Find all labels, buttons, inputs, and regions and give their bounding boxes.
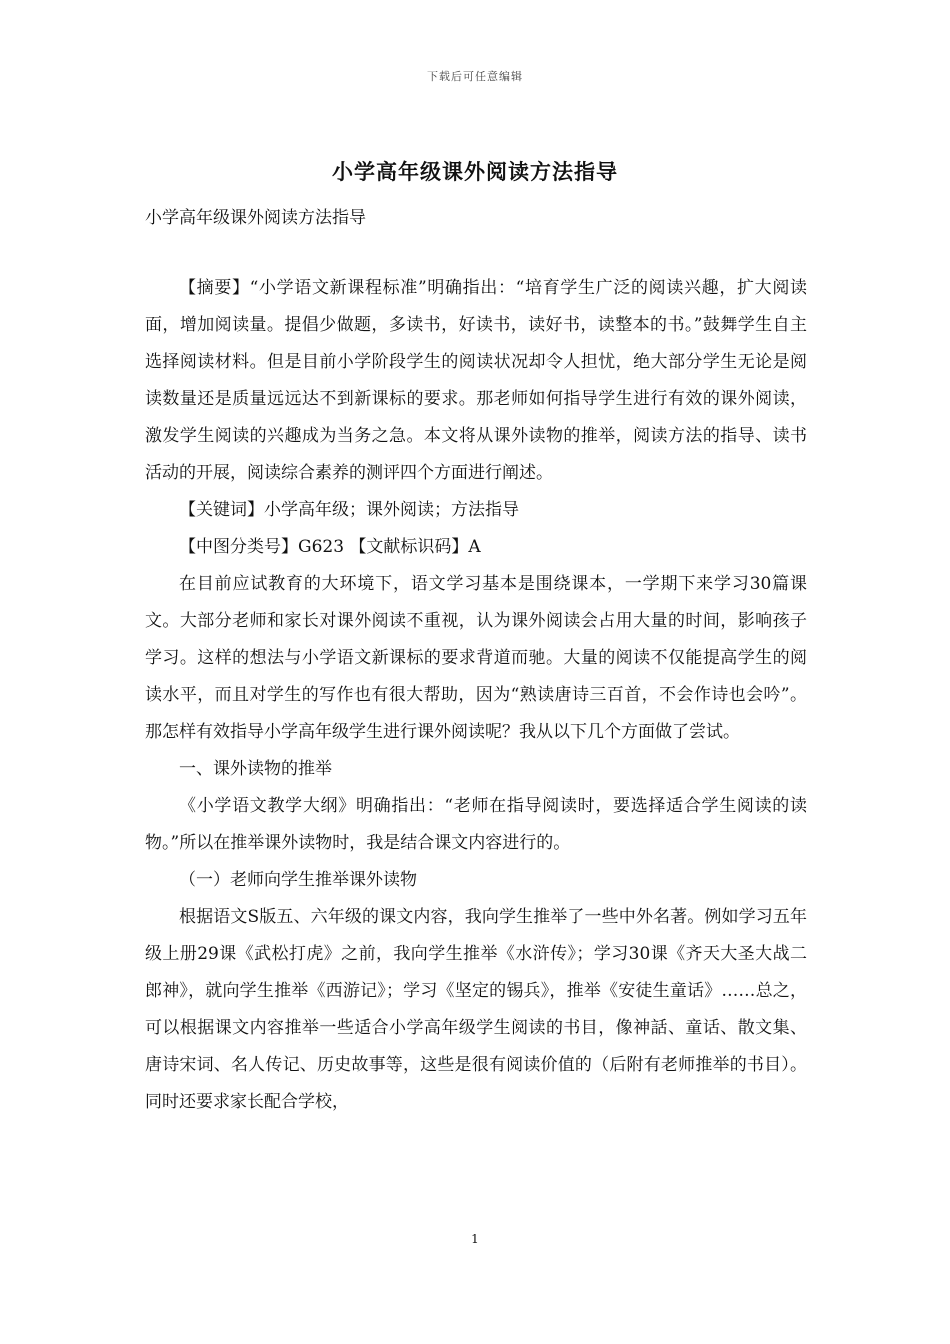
section-heading-1: 一、课外读物的推举	[179, 759, 332, 779]
intro-paragraph: 在目前应试教育的大环境下，语文学习基本是围绕课本，一学期下来学习30篇课文。大部分老师和家长对课外阅读不重视，认为课外阅读会占用大量的时间，影响孩子学习。这样的想法与小学语文新课标的要求背道而驰。大量的阅读不仅能提高学生的阅读水平，而且对学生的写作也有很大帮助，因为“熟读唐诗三百首，不会作诗也会吟”。那怎样有效指导小学高年级学生进行课外阅读呢？我从以下几个方面做了尝试。	[145, 574, 807, 742]
classification-paragraph: 【中图分类号】G623 【文献标识码】A	[179, 537, 481, 557]
abstract-paragraph: 【摘要】“小学语文新课程标准”明确指出：“培育学生广泛的阅读兴趣，扩大阅读面，增加阅读量。提倡少做题，多读书，好读书，读好书，读整本的书。”鼓舞学生自主选择阅读材料。但是目前小学阶段学生的阅读状况却令人担忧，绝大部分学生无论是阅读数量还是质量远远达不到新课标的要求。那老师如何指导学生进行有效的课外阅读，激发学生阅读的兴趣成为当务之急。本文将从课外读物的推举，阅读方法的指导、读书活动的开展，阅读综合素养的测评四个方面进行阐述。	[145, 278, 807, 483]
document-body	[145, 270, 807, 1121]
document-subtitle: 小学高年级课外阅读方法指导	[145, 208, 366, 228]
page-number: 1	[471, 1232, 479, 1246]
body-paragraph: 根据语文S版五、六年级的课文内容，我向学生推举了一些中外名著。例如学习五年级上册29课《武松打虎》之前，我向学生推举《水浒传》；学习30课《齐天大圣大战二郎神》，就向学生推举《西游记》；学习《坚定的锡兵》，推举《安徒生童话》……总之，可以根据课文内容推举一些适合小学高年级学生阅读的书目，像神話、童话、散文集、唐诗宋词、名人传记、历史故事等，这些是很有阅读价值的（后附有老师推举的书目）。同时还要求家长配合学校，	[145, 907, 807, 1112]
keywords-paragraph: 【关键词】小学高年级；课外阅读；方法指导	[179, 500, 519, 520]
subsection-heading-1: （一）老师向学生推举课外读物	[179, 870, 417, 890]
body-paragraph: 《小学语文教学大纲》明确指出：“老师在指导阅读时，要选择适合学生阅读的读物。”所以在推举课外读物时，我是结合课文内容进行的。	[145, 796, 807, 853]
document-title: 小学高年级课外阅读方法指导	[332, 159, 618, 184]
page-header-note: 下载后可任意编辑	[427, 70, 523, 83]
